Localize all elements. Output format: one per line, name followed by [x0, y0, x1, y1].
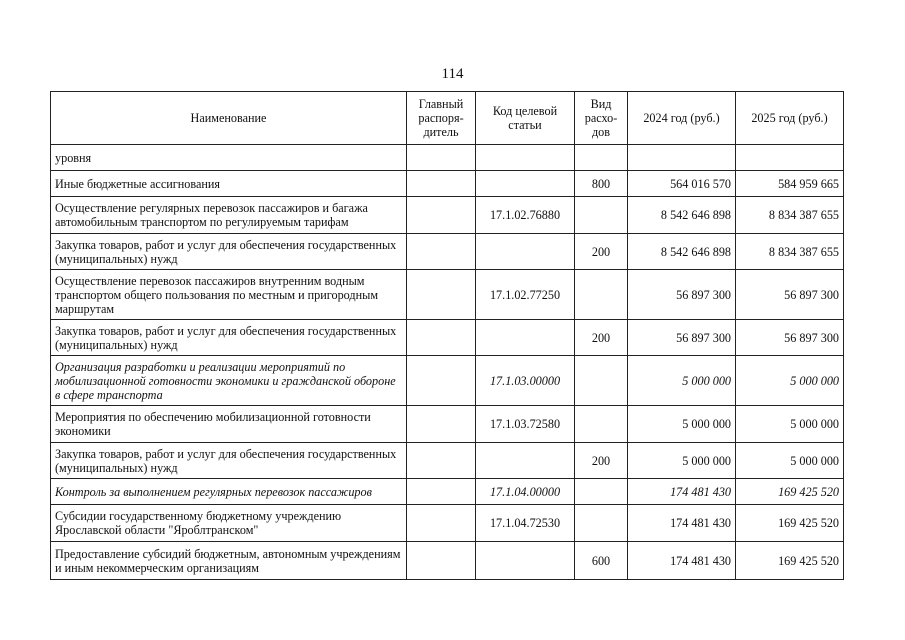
row-expense-type-cell: 200	[575, 234, 628, 270]
row-name-cell: Контроль за выполнением регулярных перевозок пассажиров	[51, 479, 407, 505]
table-row	[51, 542, 844, 580]
row-manager-cell	[407, 171, 476, 197]
row-amount-2024-cell: 56 897 300	[628, 320, 736, 356]
header-name: Наименование	[51, 92, 407, 145]
row-expense-type-cell: 800	[575, 171, 628, 197]
row-amount-2025-cell: 8 834 387 655	[736, 197, 844, 234]
row-expense-type-cell	[575, 356, 628, 406]
table-row	[51, 320, 844, 356]
header-main-manager: Главный распоря-дитель	[407, 92, 476, 145]
table-row	[51, 197, 844, 234]
row-name-cell: Субсидии государственному бюджетному учреждению Ярославской области "Яроблтранском"	[51, 505, 407, 542]
row-name-cell: Осуществление регулярных перевозок пассажиров и багажа автомобильным транспортом по регулируемым тарифам	[51, 197, 407, 234]
row-expense-type-cell	[575, 145, 628, 171]
header-year-2025: 2025 год (руб.)	[736, 92, 844, 145]
header-year-2024: 2024 год (руб.)	[628, 92, 736, 145]
row-expense-type-cell: 200	[575, 320, 628, 356]
row-target-code-cell	[476, 145, 575, 171]
row-expense-type-cell: 600	[575, 542, 628, 580]
row-amount-2024-cell: 5 000 000	[628, 406, 736, 443]
row-amount-2025-cell: 169 425 520	[736, 542, 844, 580]
row-amount-2024-cell: 8 542 646 898	[628, 234, 736, 270]
row-target-code-cell: 17.1.03.00000	[476, 356, 575, 406]
row-target-code-cell: 17.1.04.00000	[476, 479, 575, 505]
row-amount-2025-cell	[736, 145, 844, 171]
row-name-cell: Осуществление перевозок пассажиров внутренним водным транспортом общего пользования по местным и пригородным маршрутам	[51, 270, 407, 320]
row-target-code-cell: 17.1.02.76880	[476, 197, 575, 234]
table-row	[51, 171, 844, 197]
row-amount-2024-cell: 174 481 430	[628, 479, 736, 505]
table-row	[51, 505, 844, 542]
header-target-code: Код целевой статьи	[476, 92, 575, 145]
budget-table	[50, 91, 844, 580]
row-manager-cell	[407, 356, 476, 406]
row-expense-type-cell	[575, 505, 628, 542]
row-manager-cell	[407, 270, 476, 320]
row-expense-type-cell: 200	[575, 443, 628, 479]
table-row	[51, 145, 844, 171]
table-body	[51, 145, 844, 580]
row-amount-2025-cell: 169 425 520	[736, 505, 844, 542]
row-name-cell: Закупка товаров, работ и услуг для обеспечения государственных (муниципальных) нужд	[51, 234, 407, 270]
row-manager-cell	[407, 443, 476, 479]
row-amount-2025-cell: 56 897 300	[736, 320, 844, 356]
row-manager-cell	[407, 406, 476, 443]
row-name-cell: Закупка товаров, работ и услуг для обеспечения государственных (муниципальных) нужд	[51, 443, 407, 479]
row-name-cell: Закупка товаров, работ и услуг для обеспечения государственных (муниципальных) нужд	[51, 320, 407, 356]
row-amount-2025-cell: 56 897 300	[736, 270, 844, 320]
header-expense-type: Вид расхо-дов	[575, 92, 628, 145]
row-name-cell: уровня	[51, 145, 407, 171]
table-row	[51, 406, 844, 443]
row-expense-type-cell	[575, 406, 628, 443]
row-target-code-cell: 17.1.04.72530	[476, 505, 575, 542]
row-amount-2024-cell: 5 000 000	[628, 443, 736, 479]
row-target-code-cell	[476, 234, 575, 270]
row-amount-2025-cell: 584 959 665	[736, 171, 844, 197]
row-manager-cell	[407, 505, 476, 542]
row-target-code-cell: 17.1.03.72580	[476, 406, 575, 443]
table-row	[51, 443, 844, 479]
row-amount-2025-cell: 8 834 387 655	[736, 234, 844, 270]
table-row	[51, 234, 844, 270]
page-number: 114	[441, 66, 464, 82]
row-amount-2025-cell: 169 425 520	[736, 479, 844, 505]
row-target-code-cell	[476, 542, 575, 580]
row-manager-cell	[407, 542, 476, 580]
row-target-code-cell: 17.1.02.77250	[476, 270, 575, 320]
row-target-code-cell	[476, 171, 575, 197]
row-manager-cell	[407, 145, 476, 171]
table-header-row	[51, 92, 844, 145]
row-manager-cell	[407, 320, 476, 356]
row-amount-2024-cell: 174 481 430	[628, 542, 736, 580]
row-manager-cell	[407, 479, 476, 505]
row-amount-2025-cell: 5 000 000	[736, 356, 844, 406]
table-row	[51, 270, 844, 320]
row-amount-2025-cell: 5 000 000	[736, 443, 844, 479]
row-amount-2024-cell	[628, 145, 736, 171]
row-name-cell: Мероприятия по обеспечению мобилизационной готовности экономики	[51, 406, 407, 443]
table-row	[51, 479, 844, 505]
row-name-cell: Предоставление субсидий бюджетным, автономным учреждениям и иным некоммерческим организациям	[51, 542, 407, 580]
row-expense-type-cell	[575, 270, 628, 320]
row-target-code-cell	[476, 443, 575, 479]
row-manager-cell	[407, 234, 476, 270]
row-expense-type-cell	[575, 197, 628, 234]
table-row	[51, 356, 844, 406]
row-amount-2024-cell: 8 542 646 898	[628, 197, 736, 234]
row-expense-type-cell	[575, 479, 628, 505]
row-amount-2024-cell: 564 016 570	[628, 171, 736, 197]
row-amount-2024-cell: 174 481 430	[628, 505, 736, 542]
row-name-cell: Организация разработки и реализации мероприятий по мобилизационной готовности экономики и гражданской обороне в сфере транспорта	[51, 356, 407, 406]
row-amount-2024-cell: 5 000 000	[628, 356, 736, 406]
row-target-code-cell	[476, 320, 575, 356]
row-manager-cell	[407, 197, 476, 234]
row-amount-2024-cell: 56 897 300	[628, 270, 736, 320]
row-name-cell: Иные бюджетные ассигнования	[51, 171, 407, 197]
row-amount-2025-cell: 5 000 000	[736, 406, 844, 443]
